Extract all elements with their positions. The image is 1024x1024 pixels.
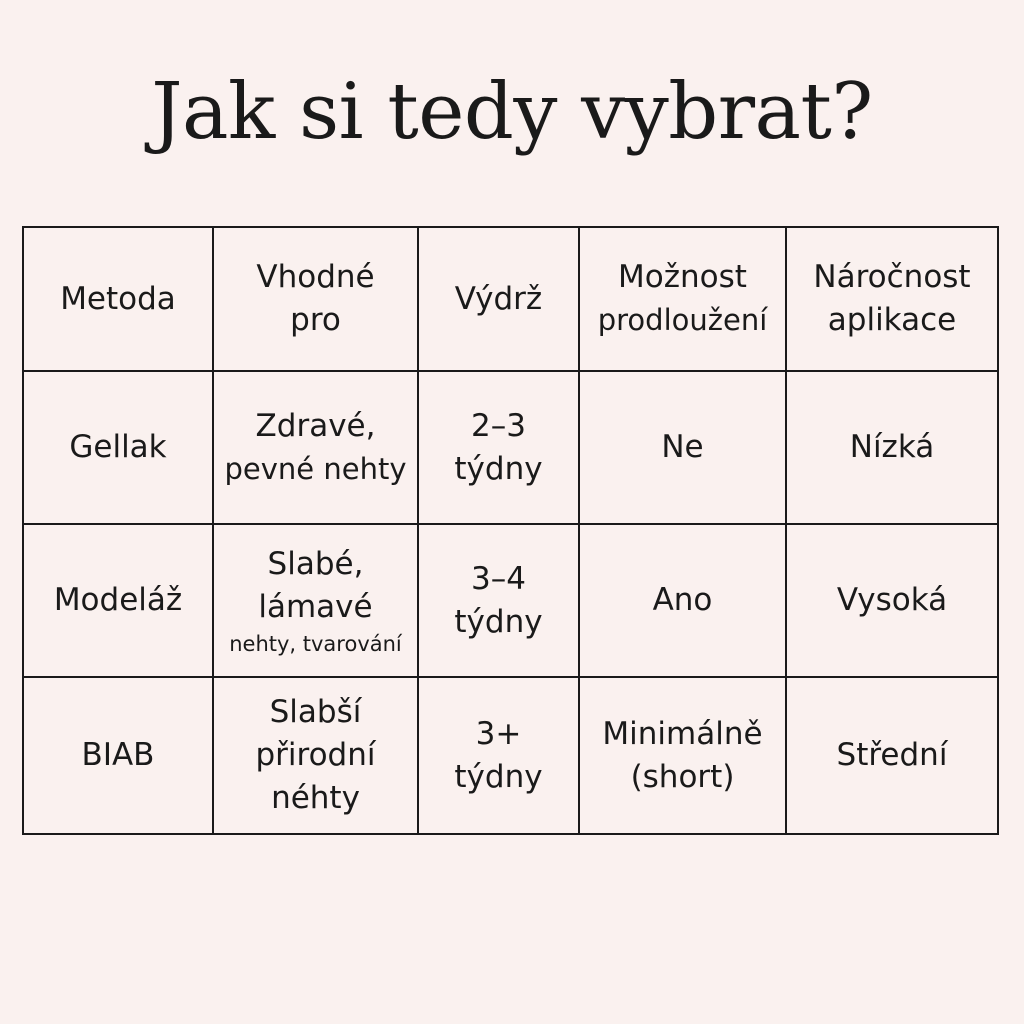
cell-line: pevné nehty <box>224 451 407 486</box>
table-row <box>23 371 998 524</box>
cell-line: Výdrž <box>454 280 543 317</box>
cell-durability <box>418 371 579 524</box>
cell-method <box>23 677 213 834</box>
cell-line: Ano <box>652 582 713 618</box>
cell-line: 2–3 <box>471 407 526 444</box>
cell-line: Vysoká <box>836 582 948 618</box>
header-cell-narocnost-aplikace <box>786 227 998 371</box>
cell-line: Nízká <box>849 429 935 465</box>
cell-difficulty <box>786 677 998 834</box>
cell-difficulty <box>786 371 998 524</box>
cell-durability <box>418 677 579 834</box>
cell-line: 3–4 <box>471 560 526 597</box>
cell-line: Modeláž <box>53 582 183 618</box>
cell-line: prodloužení <box>597 303 768 337</box>
cell-extension <box>579 371 786 524</box>
cell-line: Zdravé, <box>255 407 376 444</box>
cell-durability <box>418 524 579 677</box>
cell-suitable-for <box>213 371 418 524</box>
cell-line: lámavé <box>258 588 373 625</box>
cell-extension <box>579 524 786 677</box>
cell-line: nehty, tvarování <box>229 631 402 656</box>
header-cell-vhodne-pro <box>213 227 418 371</box>
comparison-table <box>22 226 999 835</box>
cell-method <box>23 524 213 677</box>
page-title: Jak si tedy vybrat? <box>151 67 873 157</box>
header-cell-metoda <box>23 227 213 371</box>
cell-line: týdny <box>454 450 543 487</box>
cell-line: Gellak <box>69 429 167 465</box>
cell-line: (short) <box>630 758 735 795</box>
cell-line: Metoda <box>60 280 176 317</box>
cell-line: pro <box>290 302 341 338</box>
cell-difficulty <box>786 524 998 677</box>
cell-line: néhty <box>271 780 360 816</box>
cell-line: Vhodné <box>256 259 375 295</box>
cell-line: Slabší <box>269 694 362 730</box>
cell-extension <box>579 677 786 834</box>
cell-line: aplikace <box>827 302 957 338</box>
cell-line: Minimálně <box>602 715 763 752</box>
cell-line: Slabé, <box>267 545 364 582</box>
cell-line: přirodní <box>255 737 376 773</box>
cell-line: týdny <box>454 603 543 640</box>
cell-line: Náročnost <box>813 259 971 295</box>
cell-line: BIAB <box>81 737 155 773</box>
table-row <box>23 524 998 677</box>
header-cell-moznost-prodlouzeni <box>579 227 786 371</box>
cell-line: Ne <box>661 429 704 465</box>
cell-suitable-for <box>213 524 418 677</box>
cell-suitable-for <box>213 677 418 834</box>
cell-method <box>23 371 213 524</box>
cell-line: 3+ <box>475 715 522 752</box>
cell-line: týdny <box>454 758 543 795</box>
header-cell-vydrz <box>418 227 579 371</box>
cell-line: Možnost <box>618 259 747 295</box>
table-row <box>23 677 998 834</box>
cell-line: Střední <box>836 737 948 773</box>
table-header-row <box>23 227 998 371</box>
